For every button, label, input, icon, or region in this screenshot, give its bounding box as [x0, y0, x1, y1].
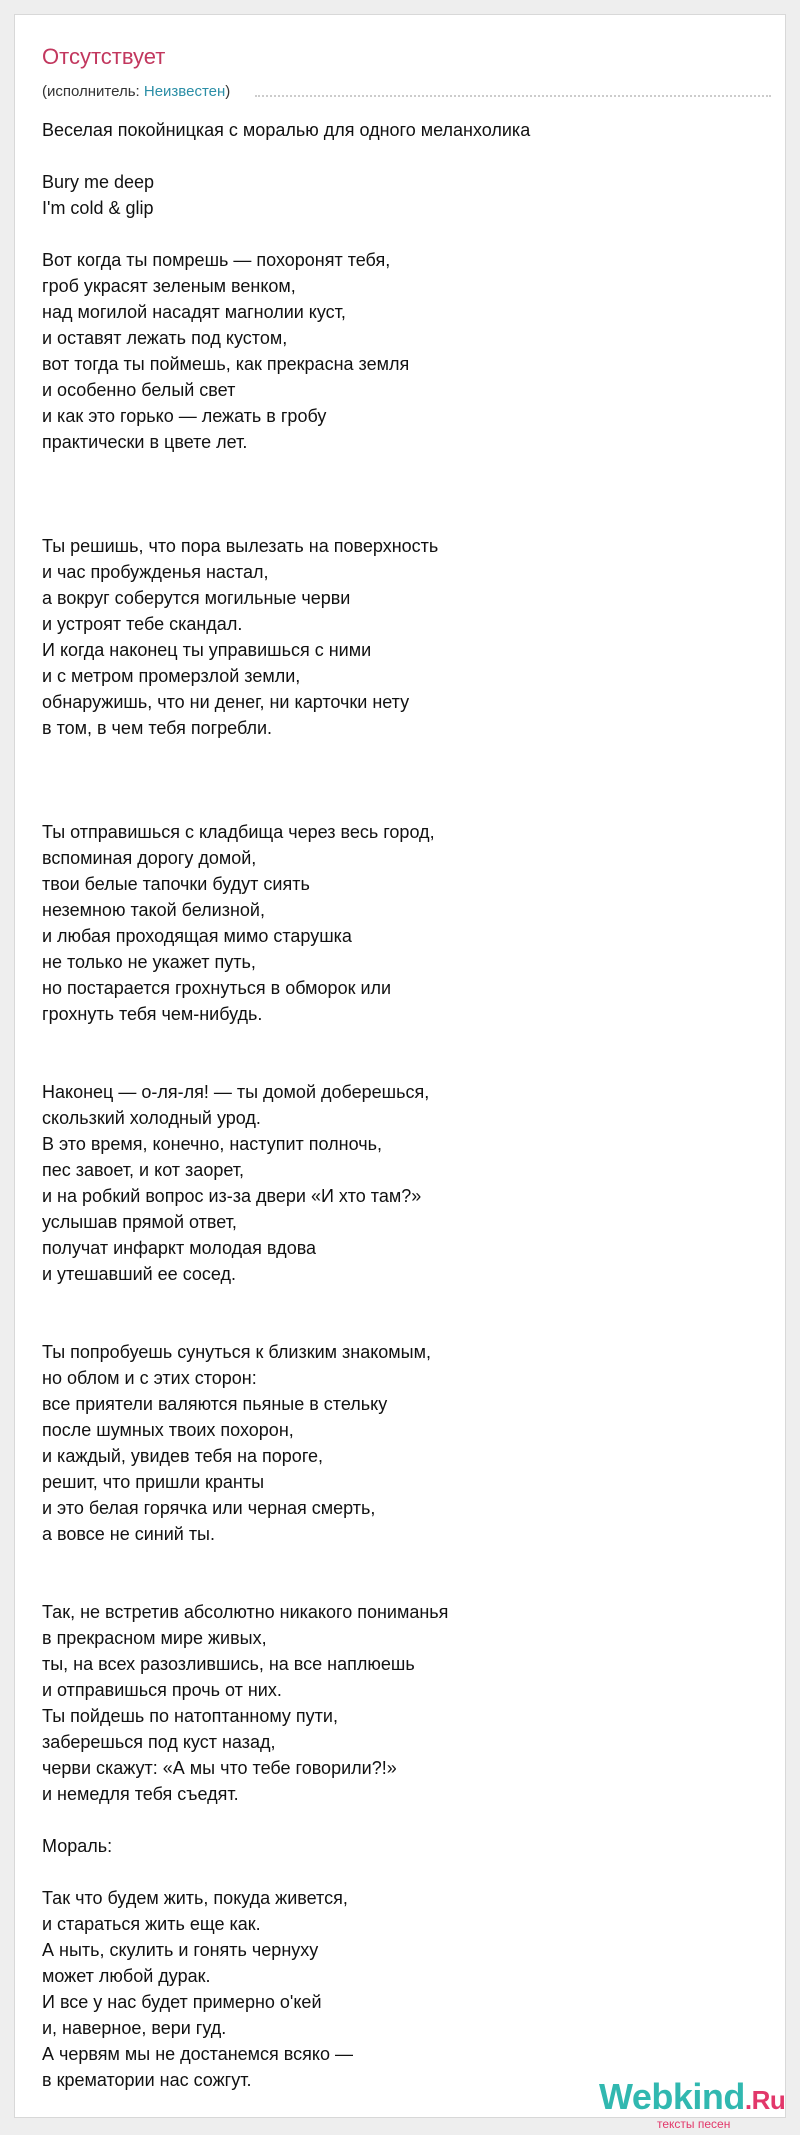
- webkind-logo[interactable]: [599, 2075, 789, 2135]
- performer-link[interactable]: Неизвестен: [143, 83, 226, 100]
- song-title: Отсутствует: [42, 44, 166, 69]
- logo-tagline: тексты песен: [657, 2117, 731, 2131]
- logo-brand: Webkind: [599, 2076, 745, 2117]
- performer-prefix: (исполнитель:: [42, 83, 144, 100]
- performer-line: [42, 82, 230, 102]
- logo-wordmark: [599, 2075, 785, 2122]
- dotted-divider: [255, 95, 771, 97]
- lyrics-page: [14, 14, 786, 2131]
- performer-suffix: ): [225, 83, 231, 100]
- lyrics-text: Веселая покойницкая с моралью для одного меланхолика Bury me deep I'm cold & glip Вот когда ты помрешь — похоронят тебя, гроб украсят зеленым венком, над могилой насадят магнолии куст, и оставят лежать под кустом, вот тогда ты поймешь, как прекрасна земля и особенно белый свет и как это горько — лежать в гробу практически в цвете лет. Ты решишь, что пора вылезать на поверхность и час пробужденья настал, а вокруг соберутся могильные черви и устроят тебе скандал. И когда наконец ты управишься с ними и с метром промерзлой земли, обнаружишь, что ни денег, ни карточки нету в том, в чем тебя погребли. Ты отправишься с кладбища через весь город, вспоминая дорогу домой, твои белые тапочки будут сиять неземною такой белизной, и любая проходящая мимо старушка не только не укажет путь, но постарается грохнуться в обморок или грохнуть тебя чем-нибудь. Наконец — о-ля-ля! — ты домой доберешься, скользкий холодный урод. В это время, конечно, наступит полночь, пес завоет, и кот заорет, и на робкий вопрос из-за двери «И хто там?» услышав прямой ответ, получат инфаркт молодая вдова и утешавший ее сосед. Ты попробуешь сунуться к близким знакомым, но облом и с этих сторон: все приятели валяются пьяные в стельку после шумных твоих похорон, и каждый, увидев тебя на пороге, решит, что пришли кранты и это белая горячка или черная смерть, а вовсе не синий ты. Так, не встретив абсолютно никакого пониманья в прекрасном мире живых, ты, на всех разозлившись, на все наплюешь и отправишься прочь от них. Ты пойдешь по натоптанному пути, заберешься под куст назад, черви скажут: «А мы что тебе говорили?!» и немедля тебя съедят. Мораль: Так что будем жить, покуда живется, и стараться жить еще как. А ныть, скулить и гонять чернуху может любой дурак. И все у нас будет примерно о'кей и, наверное, вери гуд. А червям мы не достанемся всяко — в крематории нас сожгут.: [42, 120, 531, 2090]
- logo-tld: .Ru: [744, 2085, 786, 2115]
